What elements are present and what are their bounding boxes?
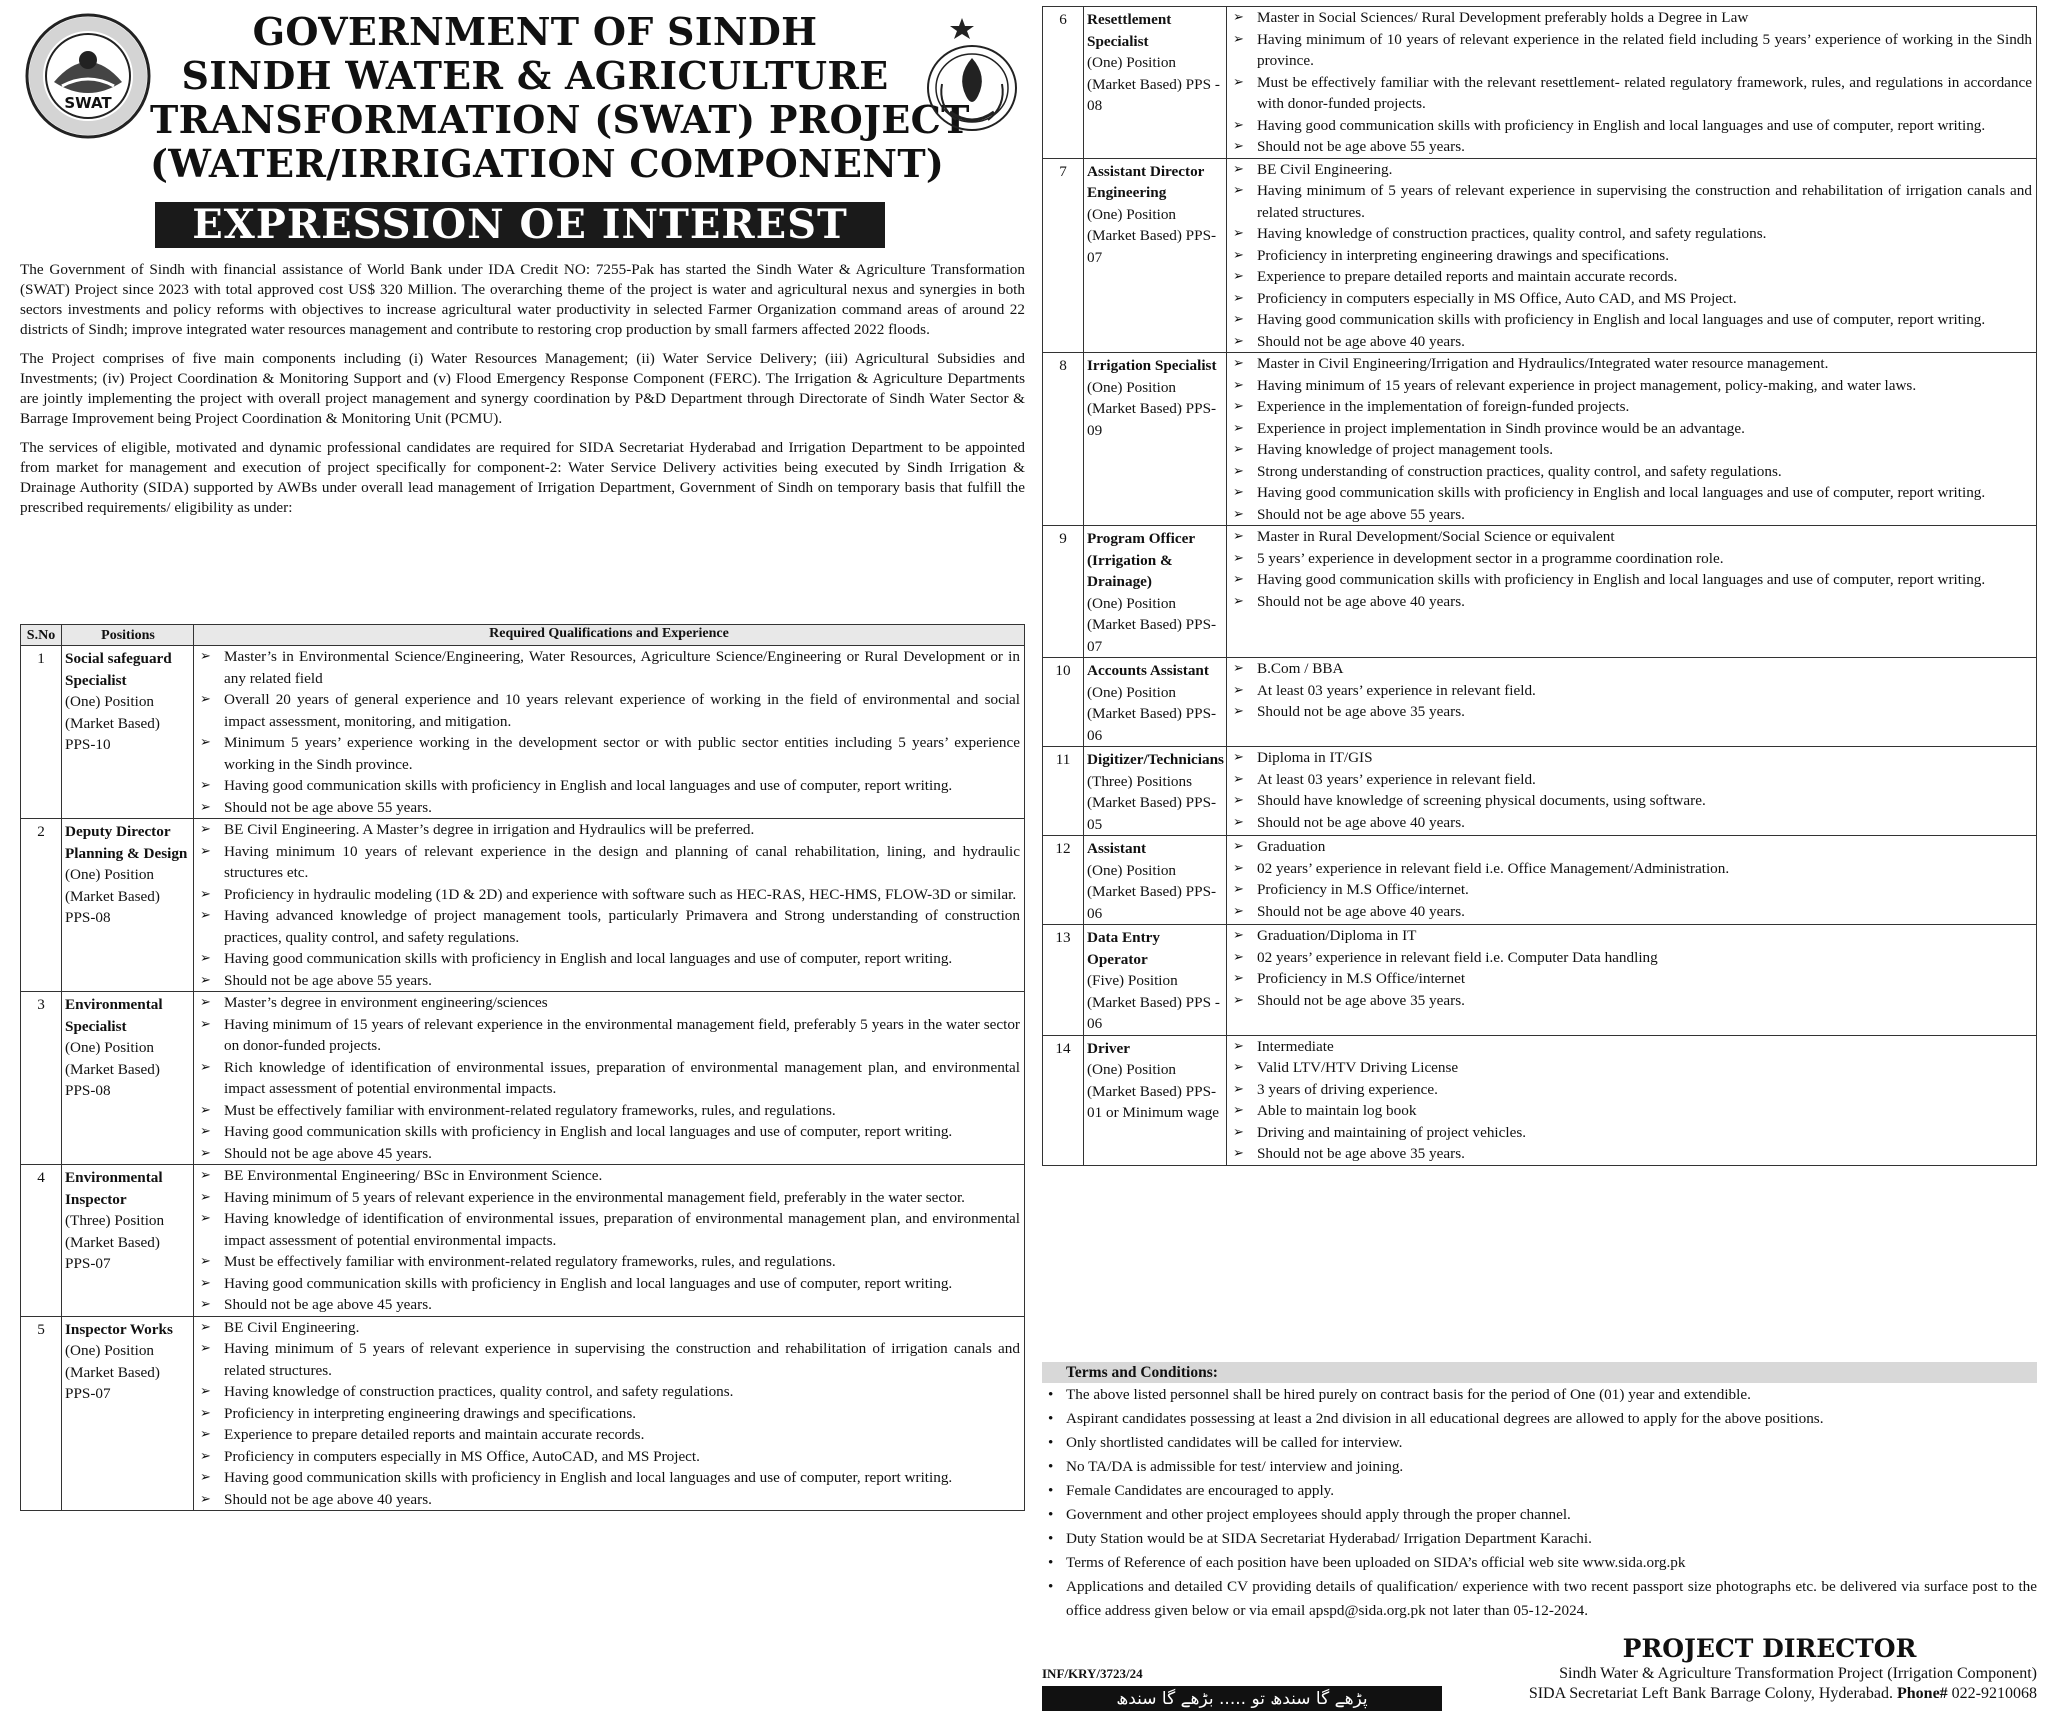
requirement-item: ➢ Valid LTV/HTV Driving License [1227,1057,2032,1079]
position-sno: 5 [21,1316,62,1511]
requirements-cell [194,1165,1025,1317]
requirement-item: ➢ Rich knowledge of identification of environmental issues, preparation of environmental management plan, and environmental impact assessment of potential environmental impacts. [194,1057,1020,1100]
requirement-item: ➢ Diploma in IT/GIS [1227,747,2032,769]
header [20,6,1025,248]
requirement-item: ➢ At least 03 years’ experience in relevant field. [1227,769,2032,791]
intro-paragraph-1: The Government of Sindh with financial assistance of World Bank under IDA Credit NO: 7255-Pak has started the Sindh Water & Agriculture Transformation (SWAT) Project since 2023 with total approved cost US$ 320 Million. The overarching theme of the project is water and agricultural nexus and synergies in both sectors investments and policy reforms with objectives to increase agricultural water productivity in selected Farmer Organization command areas of around 22 districts of Sindh; improve integrated water resources management and contribute to restoring crop production by small farmers affected 2022 floods. [20,261,1025,338]
header-line-3: TRANSFORMATION (SWAT) PROJECT [150,97,970,142]
requirement-item: ➢ Should not be age above 55 years. [194,970,1020,992]
position-sno: 14 [1043,1035,1084,1165]
requirement-item: ➢ Should not be age above 40 years. [1227,591,2032,613]
requirement-item: ➢ Master’s degree in environment engineering/sciences [194,992,1020,1014]
requirement-item: ➢ Having good communication skills with proficiency in English and local languages and use of computer, report writing. [1227,569,2032,591]
requirement-item: ➢ Should not be age above 55 years. [1227,136,2032,158]
position-cell [62,1316,194,1511]
requirement-item: ➢ Driving and maintaining of project vehicles. [1227,1122,2032,1144]
requirement-item: ➢ Master in Rural Development/Social Science or equivalent [1227,526,2032,548]
requirement-item: ➢ Having good communication skills with proficiency in English and local languages and use of computer, report writing. [1227,115,2032,137]
header-requirements: Required Qualifications and Experience [194,625,1025,646]
positions-table-right [1042,6,2037,1166]
position-cell [62,992,194,1165]
requirement-item: ➢ Should not be age above 40 years. [1227,901,2032,923]
terms-item: • No TA/DA is admissible for test/ interview and joining. [1042,1455,2037,1479]
requirement-item: ➢ Experience in project implementation in Sindh province would be an advantage. [1227,418,2032,440]
table-row [1043,836,2037,925]
requirement-item: ➢ Having good communication skills with proficiency in English and local languages and use of computer, report writing. [194,1273,1020,1295]
position-title: Program Officer (Irrigation & Drainage) [1087,530,1195,590]
requirements-cell [194,992,1025,1165]
swat-logo-icon [24,12,152,140]
position-detail: (One) Position (Market Based) PPS-01 or Minimum wage [1087,1061,1220,1121]
position-sno: 4 [21,1165,62,1317]
position-detail: (One) Position (Market Based) PPS-06 [1087,683,1217,744]
position-title: Assistant [1087,840,1147,857]
position-title: Digitizer/Technicians [1087,751,1224,768]
table-row [21,992,1025,1165]
position-detail: (One) Position (Market Based) PPS-07 [1087,205,1217,266]
table-row [1043,658,2037,747]
requirements-list [1227,159,2032,353]
position-cell [62,1165,194,1317]
requirements-cell [1226,7,2036,159]
requirement-item: ➢ Experience in the implementation of foreign-funded projects. [1227,396,2032,418]
position-cell [1084,1035,1227,1165]
requirement-item: ➢ Having minimum 10 years of relevant experience in the design and planning of canal rehabilitation, lining, and hydraulic structures etc. [194,841,1020,884]
requirement-item: ➢ Having good communication skills with proficiency in English and local languages and use of computer, report writing. [194,1467,1020,1489]
position-cell [1084,925,1227,1036]
table-row [21,819,1025,992]
requirements-cell [194,1316,1025,1511]
position-sno: 6 [1043,7,1084,159]
expression-of-interest-banner: EXPRESSION OE INTEREST [155,202,885,248]
position-title: Driver [1087,1039,1131,1057]
intro-paragraph-2: The Project comprises of five main components including (i) Water Resources Management; (ii) Water Service Delivery; (iii) Agricultural Subsidies and Investments; (iv) Project Coordination & Monitoring Support and (v) Flood Emergency Response Component (FERC). The Irrigation & Agriculture Departments are jointly implementing the project with overall project management and synergy coordination by P&D Department through Directorate of Sindh Water Sector & Barrage Improvement being Project Coordination & Monitoring Unit (PCMU). [20,350,1025,427]
requirements-cell [1226,526,2036,658]
requirement-item: ➢ Minimum 5 years’ experience working in the development sector or with public sector entities including 5 years’ experience working in the Sindh province. [194,732,1020,775]
positions-table [20,624,1025,1511]
position-detail: (One) Position (Market Based) PPS-09 [1087,378,1217,439]
requirements-cell [1226,158,2036,353]
position-detail: (One) Position (Market Based) PPS-08 [65,1039,160,1099]
requirement-item: ➢ Proficiency in M.S Office/internet. [1227,879,2032,901]
project-director-address-line [1442,1684,2037,1704]
requirement-item: ➢ Proficiency in hydraulic modeling (1D & 2D) and experience with software such as HEC-RAS, HEC-HMS, FLOW-3D or similar. [194,884,1020,906]
reference-number: INF/KRY/3723/24 [1042,1666,1143,1681]
requirement-item: ➢ Should not be age above 55 years. [194,797,1020,819]
requirements-cell [1226,925,2036,1036]
table-row [21,646,1025,819]
position-cell [1084,526,1227,658]
requirement-item: ➢ Experience to prepare detailed reports and maintain accurate records. [194,1424,1020,1446]
position-detail: (One) Position (Market Based) PPS - 08 [1087,54,1220,114]
requirement-item: ➢ Having good communication skills with proficiency in English and local languages and use of computer, report writing. [194,948,1020,970]
logo-text: SWAT [64,94,112,112]
requirement-item: ➢ 5 years’ experience in development sector in a programme coordination role. [1227,548,2032,570]
requirement-item: ➢ Must be effectively familiar with environment-related regulatory frameworks, rules, and regulations. [194,1251,1020,1273]
requirements-list [1227,353,2032,525]
requirements-list [194,1165,1020,1316]
requirement-item: ➢ Graduation [1227,836,2032,858]
requirement-item: ➢ Should not be age above 35 years. [1227,1143,2032,1165]
position-detail: (One) Position (Market Based) PPS-08 [65,866,160,926]
requirement-item: ➢ Should not be age above 45 years. [194,1143,1020,1165]
terms-item: • The above listed personnel shall be hired purely on contract basis for the period of One (01) year and extendible. [1042,1383,2037,1407]
position-sno: 10 [1043,658,1084,747]
requirement-item: ➢ Having good communication skills with proficiency in English and local languages and use of computer, report writing. [194,775,1020,797]
requirement-item: ➢ Having knowledge of construction practices, quality control, and safety regulations. [1227,223,2032,245]
requirements-cell [1226,1035,2036,1165]
requirements-list [194,646,1020,818]
requirement-item: ➢ 02 years’ experience in relevant field i.e. Computer Data handling [1227,947,2032,969]
requirements-list [1227,836,2032,922]
position-sno: 3 [21,992,62,1165]
requirement-item: ➢ Experience to prepare detailed reports and maintain accurate records. [1227,266,2032,288]
requirement-item: ➢ Proficiency in computers especially in MS Office, Auto CAD, and MS Project. [1227,288,2032,310]
requirement-item: ➢ At least 03 years’ experience in relevant field. [1227,680,2032,702]
requirements-list [194,1317,1020,1511]
requirement-item: ➢ Having knowledge of project management tools. [1227,439,2032,461]
requirements-list [1227,747,2032,833]
table-row [1043,7,2037,159]
position-title: Social safeguard Specialist [65,650,172,689]
requirement-item: ➢ Should have knowledge of screening physical documents, using software. [1227,790,2032,812]
table-row [1043,1035,2037,1165]
position-detail: (Three) Positions (Market Based) PPS-05 [1087,772,1217,833]
terms-item: • Applications and detailed CV providing details of qualification/ experience with two recent passport size photographs etc. be delivered via surface post to the office address given below or via email apspd@sida.org.pk not later than 05-12-2024. [1042,1575,2037,1623]
position-sno: 7 [1043,158,1084,353]
requirement-item: ➢ Having good communication skills with proficiency in English and local languages and use of computer, report writing. [1227,309,2032,331]
position-cell [1084,353,1227,526]
requirements-list [1227,658,2032,723]
intro-text [20,260,1025,527]
table-row [1043,353,2037,526]
requirement-item: ➢ Strong understanding of construction practices, quality control, and safety regulations. [1227,461,2032,483]
phone-number: 022-9210068 [1951,1685,2037,1702]
left-column [20,6,1025,1706]
table-row [1043,158,2037,353]
requirements-list [1227,1036,2032,1165]
requirements-cell [1226,658,2036,747]
requirement-item: ➢ Graduation/Diploma in IT [1227,925,2032,947]
position-cell [1084,158,1227,353]
terms-item: • Only shortlisted candidates will be called for interview. [1042,1431,2037,1455]
position-title: Resettlement Specialist [1087,11,1172,50]
requirement-item: ➢ Must be effectively familiar with the relevant resettlement- related regulatory framework, rules, and regulations in accordance with donor-funded projects. [1227,72,2032,115]
terms-item: • Aspirant candidates possessing at least a 2nd division in all educational degrees are allowed to apply for the above positions. [1042,1407,2037,1431]
header-line-1: GOVERNMENT OF SINDH [252,9,818,54]
requirement-item: ➢ Intermediate [1227,1036,2032,1058]
requirement-item: ➢ Should not be age above 55 years. [1227,504,2032,526]
requirement-item: ➢ B.Com / BBA [1227,658,2032,680]
requirement-item: ➢ Having knowledge of identification of environmental issues, preparation of environmental management plan, and environmental impact assessment of potential environmental impacts. [194,1208,1020,1251]
position-detail: (One) Position (Market Based) PPS-07 [1087,594,1217,655]
sindh-government-emblem-icon [920,16,1020,142]
terms-and-conditions [1042,1362,2037,1623]
position-cell [62,646,194,819]
position-sno: 13 [1043,925,1084,1036]
position-title: Accounts Assistant [1087,662,1209,679]
table-header-row [21,625,1025,646]
position-detail: (One) Position (Market Based) PPS-10 [65,693,160,753]
requirement-item: ➢ Having advanced knowledge of project management tools, particularly Primavera and Strong understanding of construction practices, quality control, and safety regulations. [194,905,1020,948]
requirement-item: ➢ Having good communication skills with proficiency in English and local languages and use of computer, report writing. [1227,482,2032,504]
requirements-cell [1226,353,2036,526]
requirements-list [1227,925,2032,1011]
requirement-item: ➢ Should not be age above 35 years. [1227,990,2032,1012]
requirement-item: ➢ Having minimum of 5 years of relevant experience in supervising the construction and rehabilitation of irrigation canals and related structures. [1227,180,2032,223]
terms-item: • Duty Station would be at SIDA Secretariat Hyderabad/ Irrigation Department Karachi. [1042,1527,2037,1551]
header-sno: S.No [21,625,62,646]
table-row [1043,526,2037,658]
requirement-item: ➢ BE Civil Engineering. [1227,159,2032,181]
project-director-title: PROJECT DIRECTOR [1622,1634,1917,1663]
positions-table-left [20,624,1025,1511]
requirement-item: ➢ Proficiency in interpreting engineering drawings and specifications. [194,1403,1020,1425]
project-director-block [1442,1634,2037,1704]
requirement-item: ➢ Having minimum of 5 years of relevant experience in supervising the construction and rehabilitation of irrigation canals and related structures. [194,1338,1020,1381]
requirement-item: ➢ Proficiency in interpreting engineering drawings and specifications. [1227,245,2032,267]
position-sno: 11 [1043,747,1084,836]
sindh-slogan: پڑھے گا سندھ تو ..... بڑھے گا سندھ [1042,1686,1442,1711]
table-row [1043,747,2037,836]
requirement-item: ➢ BE Civil Engineering. A Master’s degree in irrigation and Hydraulics will be preferred. [194,819,1020,841]
terms-item: • Female Candidates are encouraged to apply. [1042,1479,2037,1503]
position-title: Data Entry Operator [1087,929,1160,968]
requirement-item: ➢ 3 years of driving experience. [1227,1079,2032,1101]
position-title: Irrigation Specialist [1087,357,1217,374]
requirement-item: ➢ Should not be age above 35 years. [1227,701,2032,723]
requirement-item: ➢ 02 years’ experience in relevant field i.e. Office Management/Administration. [1227,858,2032,880]
position-detail: (One) Position (Market Based) PPS-06 [1087,861,1217,922]
position-detail: (Five) Position (Market Based) PPS - 06 [1087,972,1220,1032]
requirement-item: ➢ Having minimum of 10 years of relevant experience in the related field including 5 years’ experience of working in the Sindh province. [1227,29,2032,72]
position-detail: (One) Position (Market Based) PPS-07 [65,1342,160,1402]
position-sno: 2 [21,819,62,992]
position-cell [1084,747,1227,836]
requirement-item: ➢ Should not be age above 45 years. [194,1294,1020,1316]
requirements-cell [1226,747,2036,836]
requirements-cell [194,819,1025,992]
project-director-address: SIDA Secretariat Left Bank Barrage Colony, Hyderabad. [1528,1685,1893,1702]
requirements-list [1227,526,2032,612]
requirement-item: ➢ Should not be age above 40 years. [1227,331,2032,353]
position-sno: 1 [21,646,62,819]
positions-table-continued [1042,6,2037,1166]
requirements-cell [1226,836,2036,925]
position-title: Inspector Works [65,1320,173,1338]
requirement-item: ➢ Proficiency in computers especially in MS Office, AutoCAD, and MS Project. [194,1446,1020,1468]
requirement-item: ➢ Proficiency in M.S Office/internet [1227,968,2032,990]
intro-paragraph-3: The services of eligible, motivated and dynamic professional candidates are required for SIDA Secretariat Hyderabad and Irrigation Department to be appointed from market for management and execution of project specifically for component-2: Water Service Delivery activities being executed by Sindh Irrigation & Drainage Authority (SIDA) supported by AWBs under overall lead management of Irrigation Department, Government of Sindh on temporary basis that fulfill the prescribed requirements/ eligibility as under: [20,439,1025,516]
phone-label: Phone# [1897,1685,1948,1702]
requirement-item: ➢ Master in Civil Engineering/Irrigation and Hydraulics/Integrated water resource management. [1227,353,2032,375]
terms-item: • Terms of Reference of each position have been uploaded on SIDA’s official web site www.sida.org.pk [1042,1551,2037,1575]
position-title: Deputy Director Planning & Design [65,823,188,862]
position-cell [62,819,194,992]
requirement-item: ➢ BE Environmental Engineering/ BSc in Environment Science. [194,1165,1020,1187]
requirement-item: ➢ Should not be age above 40 years. [194,1489,1020,1511]
requirement-item: ➢ Having minimum of 15 years of relevant experience in the environmental management field, preferably 5 years in the water sector on donor-funded projects. [194,1014,1020,1057]
position-title: Environmental Specialist [65,996,163,1035]
table-row [21,1165,1025,1317]
requirement-item: ➢ Having minimum of 5 years of relevant experience in the environmental management field, preferably in the water sector. [194,1187,1020,1209]
position-cell [1084,836,1227,925]
position-cell [1084,7,1227,159]
requirement-item: ➢ Master in Social Sciences/ Rural Development preferably holds a Degree in Law [1227,7,2032,29]
header-line-4: (WATER/IRRIGATION COMPONENT) [150,141,945,186]
position-sno: 12 [1043,836,1084,925]
header-positions: Positions [62,625,194,646]
right-column [1042,6,2037,1709]
requirement-item: ➢ Should not be age above 40 years. [1227,812,2032,834]
requirement-item: ➢ Able to maintain log book [1227,1100,2032,1122]
requirements-cell [194,646,1025,819]
requirement-item: ➢ Overall 20 years of general experience and 10 years relevant experience of working in the field of environmental and social impact assessment, monitoring, and mitigation. [194,689,1020,732]
requirement-item: ➢ Master’s in Environmental Science/Engineering, Water Resources, Agriculture Science/Engineering or Rural Development or in any related field [194,646,1020,689]
requirement-item: ➢ Having minimum of 15 years of relevant experience in project management, policy-making, and water laws. [1227,375,2032,397]
requirements-list [194,819,1020,991]
requirements-list [1227,7,2032,158]
position-title: Assistant Director Engineering [1087,162,1205,201]
requirement-item: ➢ Having knowledge of construction practices, quality control, and safety regulations. [194,1381,1020,1403]
requirements-list [194,992,1020,1164]
header-line-2: SINDH WATER & AGRICULTURE [181,53,889,98]
terms-item: • Government and other project employees should apply through the proper channel. [1042,1503,2037,1527]
position-title: Environmental Inspector [65,1169,163,1208]
requirement-item: ➢ Must be effectively familiar with environment-related regulatory frameworks, rules, and regulations. [194,1100,1020,1122]
terms-list [1042,1383,2037,1623]
requirement-item: ➢ BE Civil Engineering. [194,1317,1020,1339]
table-row [1043,925,2037,1036]
position-cell [1084,658,1227,747]
terms-heading: Terms and Conditions: [1042,1362,2037,1383]
header-title [150,9,970,186]
position-sno: 8 [1043,353,1084,526]
table-row [21,1316,1025,1511]
position-sno: 9 [1043,526,1084,658]
requirement-item: ➢ Having good communication skills with proficiency in English and local languages and use of computer, report writing. [194,1121,1020,1143]
project-director-org: Sindh Water & Agriculture Transformation Project (Irrigation Component) [1559,1665,2037,1682]
position-detail: (Three) Position (Market Based) PPS-07 [65,1212,165,1272]
